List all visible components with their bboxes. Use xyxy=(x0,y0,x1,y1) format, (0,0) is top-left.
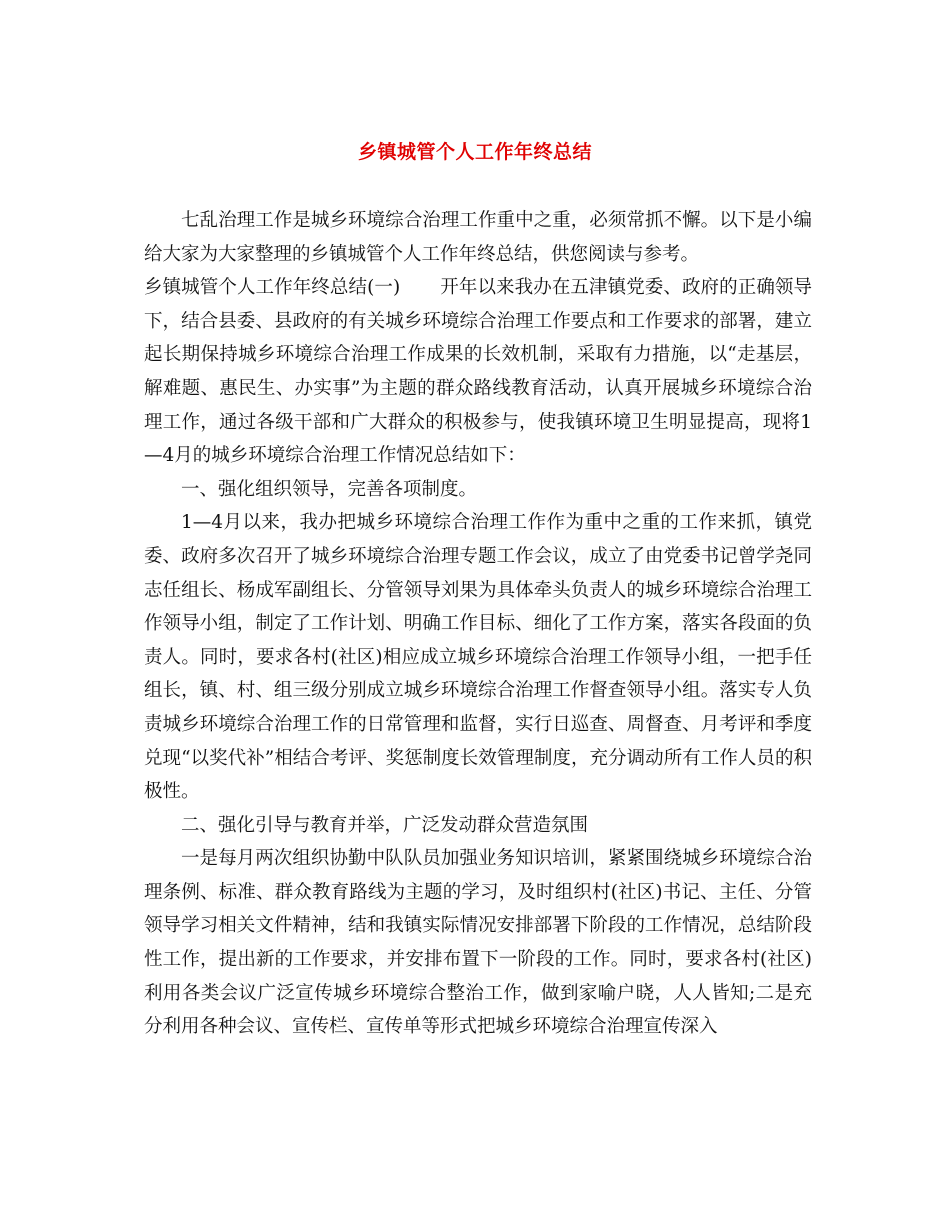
point-two-heading: 二、强化引导与教育并举，广泛发动群众营造氛围 xyxy=(181,814,589,836)
document-title: 乡镇城管个人工作年终总结 xyxy=(357,141,592,163)
point-two-paragraph: 一是每月两次组织协勤中队队员加强业务知识培训，紧紧围绕城乡环境综合治理条例、标准、群众教育路线为主题的学习，及时组织村(社区)书记、主任、分管领导学习相关文件精神，结和我镇实际情况安排部署下阶段的工作情况，总结阶段性工作，提出新的工作要求，并安排布置下一阶段的工作。同时，要求各村(社区)利用各类会议广泛宣传城乡环境综合整治工作，做到家喻户晓，人人皆知;二是充分利用各种会议、宣传栏、宣传单等形式把城乡环境综合治理宣传深入 xyxy=(144,848,812,1038)
section-one-heading: 乡镇城管个人工作年终总结(一) xyxy=(144,277,401,299)
point-one-paragraph: 1—4月以来，我办把城乡环境综合治理工作作为重中之重的工作来抓，镇党委、政府多次召开了城乡环境综合治理专题工作会议，成立了由党委书记曾学尧同志任组长、杨成军副组长、分管领导刘果为具体牵头负责人的城乡环境综合治理工作领导小组，制定了工作计划、明确工作目标、细化了工作方案，落实各段面的负责人。同时，要求各村(社区)相应成立城乡环境综合治理工作领导小组，一把手任组长，镇、村、组三级分别成立城乡环境综合治理工作督查领导小组。落实专人负责城乡环境综合治理工作的日常管理和监督，实行日巡查、周督查、月考评和季度兑现“以奖代补”相结合考评、奖惩制度长效管理制度，充分调动所有工作人员的积极性。 xyxy=(144,512,812,803)
section-one-paragraph xyxy=(144,271,812,473)
point-one-heading: 一、强化组织领导，完善各项制度。 xyxy=(181,478,478,500)
document-body xyxy=(144,204,812,1044)
section-one-lead: 开年以来我办在五津镇党委、政府的正确领导下，结合县委、县政府的有关城乡环境综合治理工作要点和工作要求的部署，建立起长期保持城乡环境综合治理工作成果的长效机制，采取有力措施，以“走基层，解难题、惠民生、办实事”为主题的群众路线教育活动，认真开展城乡环境综合治理工作，通过各级干部和广大群众的积极参与，使我镇环境卫生明显提高，现将1—4月的城乡环境综合治理工作情况总结如下： xyxy=(144,277,812,467)
intro-paragraph: 七乱治理工作是城乡环境综合治理工作重中之重，必须常抓不懈。以下是小编给大家为大家整理的乡镇城管个人工作年终总结，供您阅读与参考。 xyxy=(144,210,812,265)
